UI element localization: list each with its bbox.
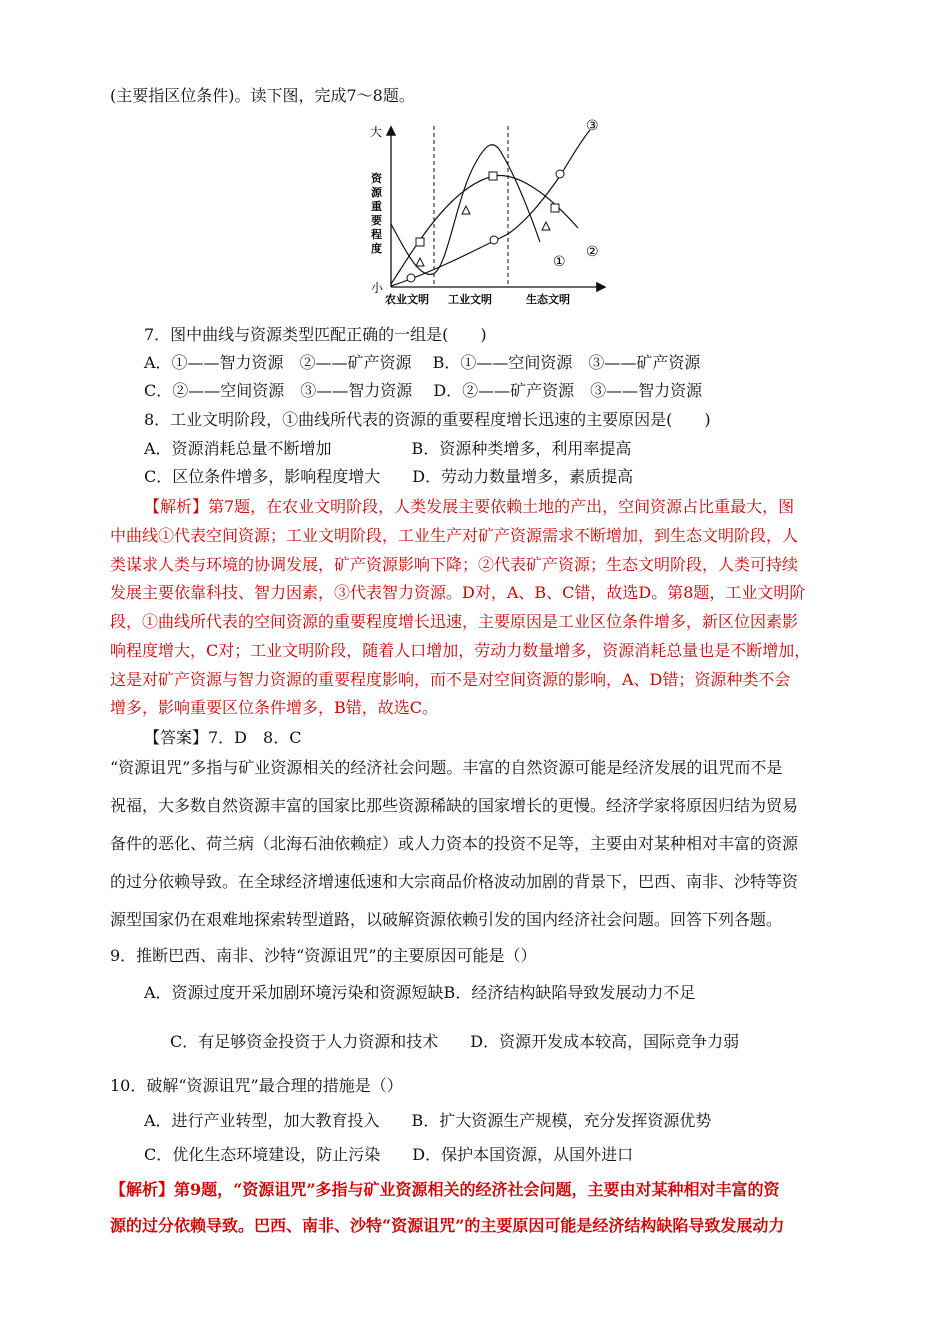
analysis-line: 类谋求人类与环境的协调发展，矿产资源影响下降；②代表矿产资源；生态文明阶段，人类可持续 <box>110 555 799 574</box>
passage-line: 备件的恶化、荷兰病（北海石油依赖症）或人力资本的投资不足等，主要由对某种相对丰富的资源 <box>110 834 799 853</box>
y-axis-label-char: 重 <box>371 200 382 213</box>
analysis2-line: 源的过分依赖导致。巴西、南非、沙特“资源诅咒”的主要原因可能是经济结构缺陷导致发展动力 <box>110 1216 785 1235</box>
y-axis-label-char: 度 <box>371 242 382 255</box>
passage-line: 祝福，大多数自然资源丰富的国家比那些资源稀缺的国家增长的更慢。经济学家将原因归结为贸易 <box>110 796 799 815</box>
q9-option-ab: A．资源过度开采加剧环境污染和资源短缺B．经济结构缺陷导致发展动力不足 <box>144 983 696 1002</box>
q10-stem: 10．破解“资源诅咒”最合理的措施是（） <box>110 1076 403 1095</box>
answer-line: 【答案】7．D 8．C <box>144 728 302 747</box>
passage-line: 源型国家仍在艰难地探索转型道路，以破解资源依赖引发的国内经济社会问题。回答下列各题。 <box>110 910 783 929</box>
curve-2-marker <box>551 204 559 212</box>
curve-3-marker <box>490 236 498 244</box>
y-axis-label-char: 资 <box>371 172 382 185</box>
analysis-line: 发展主要依靠科技、智力因素，③代表智力资源。D对，A、B、C错，故选D。第8题，工业文明阶 <box>110 583 806 602</box>
analysis-line: 这是对矿产资源与智力资源的重要程度影响，而不是对空间资源的影响，A、D错；资源种类不会 <box>110 670 791 689</box>
analysis-line: 中曲线①代表空间资源；工业文明阶段，工业生产对矿产资源需求不断增加，到生态文明阶段，人 <box>110 526 799 545</box>
q9-option-cd: C．有足够资金投资于人力资源和技术 D．资源开发成本较高，国际竞争力弱 <box>170 1032 740 1051</box>
curve-1-marker <box>462 206 470 214</box>
q10-option-ab: A．进行产业转型，加大教育投入 B．扩大资源生产规模，充分发挥资源优势 <box>144 1111 712 1130</box>
x-stage-label: 生态文明 <box>526 293 570 306</box>
q9-stem: 9．推断巴西、南非、沙特“资源诅咒”的主要原因可能是（） <box>110 946 537 965</box>
q7-option-cd: C．②——空间资源 ③——智力资源 D．②——矿产资源 ③——智力资源 <box>144 381 703 400</box>
curve-label-2: ② <box>586 244 599 260</box>
y-bottom-label: 小 <box>371 281 384 295</box>
intro-line: (主要指区位条件)。读下图，完成7～8题。 <box>110 86 415 105</box>
y-axis-label-char: 要 <box>371 214 382 227</box>
analysis-line: 响程度增大，C对；工业文明阶段，随着人口增加，劳动力数量增多，资源消耗总量也是不断增加， <box>110 641 811 660</box>
x-stage-label: 农业文明 <box>385 293 429 306</box>
curve-label-3: ③ <box>586 118 599 134</box>
q8-option-ab: A．资源消耗总量不断增加 B．资源种类增多，利用率提高 <box>144 439 632 458</box>
y-top-label: 大 <box>370 125 383 139</box>
q8-option-cd: C．区位条件增多，影响程度增大 D．劳动力数量增多，素质提高 <box>144 467 634 486</box>
curve-1-marker <box>542 222 550 230</box>
y-axis-label-char: 源 <box>371 186 382 199</box>
curve-3-marker <box>407 274 415 282</box>
analysis-line: 【解析】第7题，在农业文明阶段，人类发展主要依赖土地的产出，空间资源占比重最大，图 <box>144 497 795 516</box>
analysis-line: 增多，影响重要区位条件增多，B错，故选C。 <box>110 698 439 717</box>
q8-stem: 8．工业文明阶段，①曲线所代表的资源的重要程度增长迅速的主要原因是( ) <box>144 410 711 429</box>
q7-stem: 7．图中曲线与资源类型匹配正确的一组是( ) <box>144 325 487 344</box>
x-stage-label: 工业文明 <box>448 293 492 306</box>
curve-3-marker <box>556 170 564 178</box>
analysis-line: 段，①曲线所代表的空间资源的重要程度增长迅速，主要原因是工业区位条件增多，新区位因素影 <box>110 612 799 631</box>
curve-2-marker <box>416 238 424 246</box>
passage-line: “资源诅咒”多指与矿业资源相关的经济社会问题。丰富的自然资源可能是经济发展的诅咒而不是 <box>110 758 783 777</box>
passage-line: 的过分依赖导致。在全球经济增速低速和大宗商品价格波动加剧的背景下，巴西、南非、沙特等资 <box>110 872 799 891</box>
q7-option-ab: A．①——智力资源 ②——矿产资源 B．①——空间资源 ③——矿产资源 <box>144 353 701 372</box>
resource-importance-figure <box>368 116 608 306</box>
q10-option-cd: C．优化生态环境建设，防止污染 D．保护本国资源，从国外进口 <box>144 1145 634 1164</box>
analysis2-line: 【解析】第9题，“资源诅咒”多指与矿业资源相关的经济社会问题，主要由对某种相对丰富的资 <box>110 1180 780 1199</box>
y-axis-label-char: 程 <box>371 228 382 241</box>
curve-2-marker <box>489 172 497 180</box>
curve-1-marker <box>416 258 424 266</box>
curve-label-1: ① <box>553 254 566 270</box>
